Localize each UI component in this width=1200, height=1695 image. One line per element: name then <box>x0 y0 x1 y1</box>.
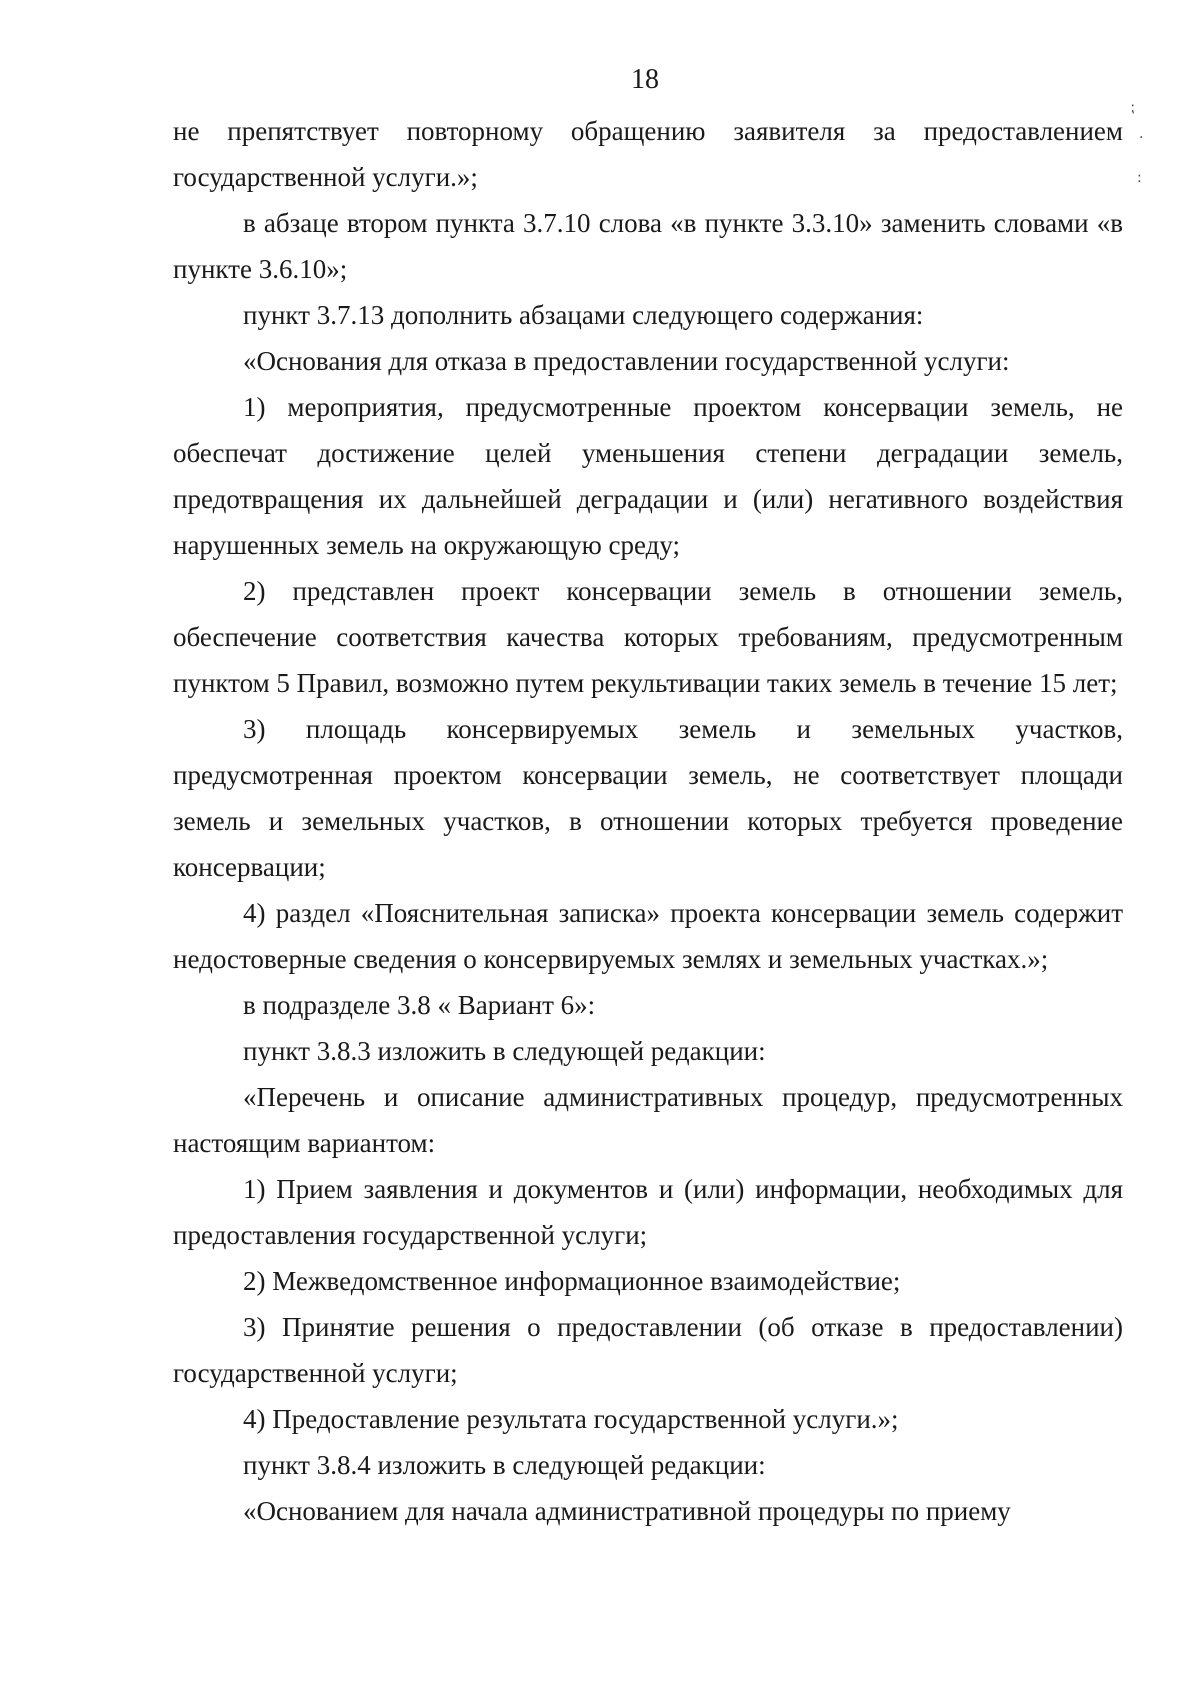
paragraph: «Перечень и описание административных процедур, предусмотренных настоящим вариантом: <box>173 1082 1123 1158</box>
scan-mark-3: ꞉ <box>1137 170 1142 186</box>
scan-mark-2: · <box>1139 130 1144 146</box>
scan-mark-1: ⁏ <box>1130 100 1135 116</box>
paragraph: 1) Прием заявления и документов и (или) информации, необходимых для предоставления государственной услуги; <box>173 1174 1123 1250</box>
paragraph: в абзаце втором пункта 3.7.10 слова «в пункте 3.3.10» заменить словами «в пункте 3.6.10»; <box>173 208 1123 284</box>
paragraph: в подразделе 3.8 « Вариант 6»: <box>243 990 596 1020</box>
paragraph: не препятствует повторному обращению заявителя за предоставлением государственной услуги.»; <box>173 116 1123 192</box>
paragraph: пункт 3.8.4 изложить в следующей редакции: <box>243 1450 766 1480</box>
paragraph: 3) площадь консервируемых земель и земельных участков, предусмотренная проектом консервации земель, не соответствует площади земель и земельных участков, в отношении которых требуется проведение консервации; <box>173 714 1123 882</box>
paragraph: пункт 3.7.13 дополнить абзацами следующего содержания: <box>243 300 924 330</box>
paragraph: «Основания для отказа в предоставлении государственной услуги: <box>243 346 1010 376</box>
paragraph: 4) раздел «Пояснительная записка» проекта консервации земель содержит недостоверные сведения о консервируемых землях и земельных участках.»; <box>173 898 1123 974</box>
paragraph: «Основанием для начала административной процедуры по приему <box>243 1496 1011 1526</box>
paragraph: 4) Предоставление результата государственной услуги.»; <box>243 1404 899 1434</box>
paragraph: 2) Межведомственное информационное взаимодействие; <box>243 1266 901 1296</box>
paragraph: 3) Принятие решения о предоставлении (об отказе в предоставлении) государственной услуги; <box>173 1312 1123 1388</box>
paragraph: 2) представлен проект консервации земель в отношении земель, обеспечение соответствия качества которых требованиям, предусмотренным пунктом 5 Правил, возможно путем рекультивации таких земель в течение 15 лет; <box>173 576 1123 698</box>
document-body <box>173 108 1123 1534</box>
paragraph: пункт 3.8.3 изложить в следующей редакции: <box>243 1036 766 1066</box>
paragraph: 1) мероприятия, предусмотренные проектом консервации земель, не обеспечат достижение целей уменьшения степени деградации земель, предотвращения их дальнейшей деградации и (или) негативного воздействия нарушенных земель на окружающую среду; <box>173 392 1123 560</box>
page-number: 18 <box>631 64 659 95</box>
